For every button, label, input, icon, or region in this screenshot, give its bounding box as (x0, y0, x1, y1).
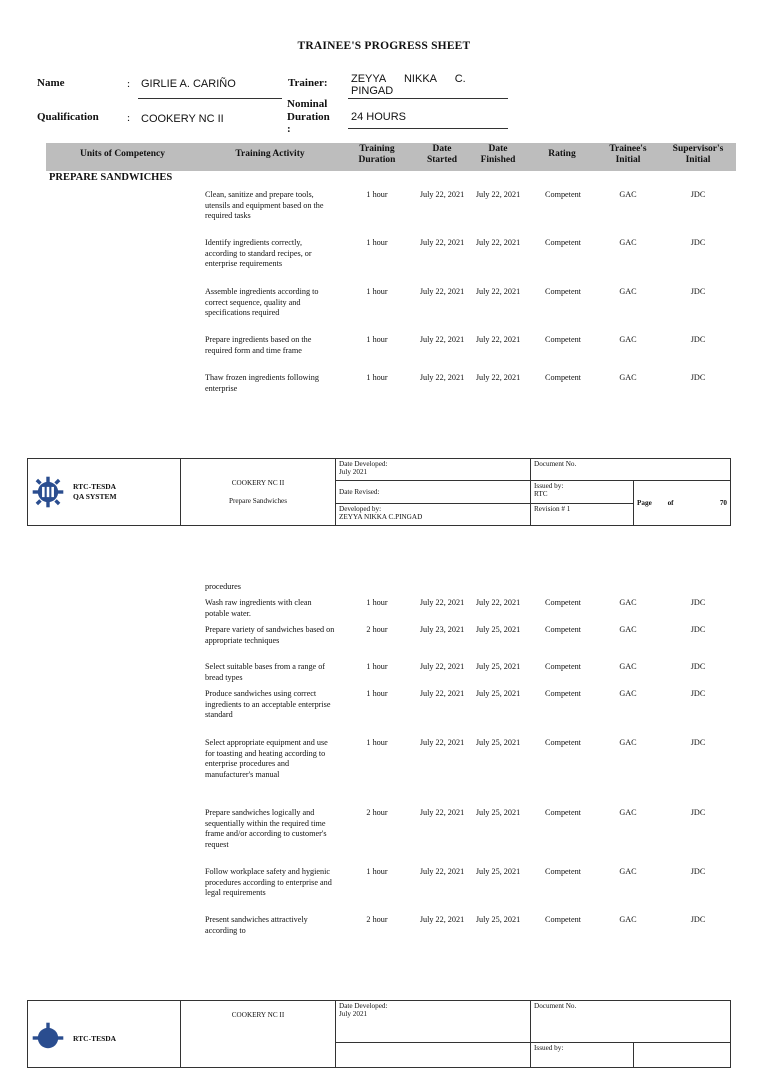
trainer-value-line2: PINGAD (351, 85, 394, 97)
supervisor-initial-cell: JDC (690, 287, 706, 296)
rating-cell: Competent (545, 738, 581, 747)
activity-text: Follow workplace safety and hygienic procedures according to enterprise and legal requirements (205, 867, 332, 897)
nominal-underline (348, 128, 508, 129)
name-label: Name (37, 77, 65, 89)
trainer-label: Trainer: (288, 77, 328, 89)
trainee-initial-cell: GAC (619, 915, 637, 924)
trainee-initial-cell: GAC (619, 190, 637, 199)
date-finished-cell: July 22, 2021 (475, 598, 521, 607)
qualification-label: Qualification (37, 111, 99, 123)
trainee-initial-cell: GAC (619, 238, 637, 247)
trainee-initial-cell: GAC (619, 662, 637, 671)
trainee-initial-cell: GAC (619, 598, 637, 607)
section-title: PREPARE SANDWICHES (49, 172, 173, 183)
footer-developed-by: Developed by: ZEYYA NIKKA C.PINGAD (336, 503, 531, 525)
footer-date-revised: Date Revised: (336, 481, 531, 503)
date-finished-cell: July 25, 2021 (475, 808, 521, 817)
date-finished-cell: July 25, 2021 (475, 738, 521, 747)
date-finished-cell: July 22, 2021 (475, 287, 521, 296)
date-started-cell: July 22, 2021 (419, 373, 465, 382)
duration-cell: 1 hour (366, 335, 388, 344)
date-started-cell: July 22, 2021 (419, 808, 465, 817)
footer-date-developed: Date Developed: July 2021 (336, 459, 531, 481)
supervisor-initial-cell: JDC (690, 190, 706, 199)
footer-issued-by: Issued by: RTC (531, 481, 634, 503)
header-started: Date Started (426, 144, 458, 165)
supervisor-initial-cell: JDC (690, 625, 706, 634)
name-colon: : (127, 78, 131, 90)
trainee-initial-cell: GAC (619, 287, 637, 296)
footer-org-line1: RTC-TESDA (73, 482, 117, 491)
date-started-cell: July 22, 2021 (419, 190, 465, 199)
rating-cell: Competent (545, 689, 581, 698)
header-rating: Rating (548, 149, 576, 159)
activity-text: Prepare sandwiches logically and sequentially within the required time frame and/or according to customer's request (205, 808, 327, 849)
supervisor-initial-cell: JDC (690, 689, 706, 698)
date-finished-cell: July 25, 2021 (475, 915, 521, 924)
footer2-document-no: Document No. (531, 1001, 731, 1043)
duration-cell: 1 hour (366, 190, 388, 199)
footer2-issued-by: Issued by: (531, 1043, 634, 1068)
supervisor-initial-cell: JDC (690, 373, 706, 382)
supervisor-initial-cell: JDC (690, 738, 706, 747)
trainee-initial-cell: GAC (619, 867, 637, 876)
name-value: GIRLIE A. CARIÑO (141, 78, 236, 90)
date-started-cell: July 22, 2021 (419, 738, 465, 747)
duration-cell: 2 hour (366, 625, 388, 634)
date-started-cell: July 22, 2021 (419, 662, 465, 671)
duration-cell: 2 hour (366, 915, 388, 924)
trainer-value-line1: ZEYYA NIKKA C. (351, 73, 466, 85)
supervisor-initial-cell: JDC (690, 335, 706, 344)
rating-cell: Competent (545, 808, 581, 817)
date-finished-cell: July 22, 2021 (475, 238, 521, 247)
date-started-cell: July 22, 2021 (419, 238, 465, 247)
activity-text: Select suitable bases from a range of bread types (205, 662, 326, 682)
rating-cell: Competent (545, 598, 581, 607)
activity-text: Prepare ingredients based on the required form and time frame (205, 335, 312, 355)
trainee-initial-cell: GAC (619, 625, 637, 634)
header-activity: Training Activity (235, 149, 305, 159)
duration-cell: 1 hour (366, 238, 388, 247)
rating-cell: Competent (545, 335, 581, 344)
rating-cell: Competent (545, 915, 581, 924)
supervisor-initial-cell: JDC (690, 808, 706, 817)
duration-cell: 1 hour (366, 867, 388, 876)
footer-course-cell (181, 459, 336, 526)
header-units: Units of Competency (80, 149, 165, 159)
supervisor-initial-cell: JDC (690, 915, 706, 924)
qualification-value: COOKERY NC II (141, 113, 224, 125)
rating-cell: Competent (545, 625, 581, 634)
date-started-cell: July 22, 2021 (419, 598, 465, 607)
footer2-course: COOKERY NC II (181, 1001, 336, 1068)
duration-cell: 2 hour (366, 808, 388, 817)
duration-cell: 1 hour (366, 598, 388, 607)
date-finished-cell: July 25, 2021 (475, 662, 521, 671)
supervisor-initial-cell: JDC (690, 598, 706, 607)
rating-cell: Competent (545, 373, 581, 382)
trainer-underline (348, 98, 508, 99)
footer-org-cell (28, 459, 181, 526)
activity-text: Present sandwiches attractively according to (205, 915, 308, 935)
activity-text: Identify ingredients correctly, according to standard recipes, or enterprise requirements (205, 238, 312, 268)
duration-cell: 1 hour (366, 373, 388, 382)
header-trainee: Trainee's Initial (609, 144, 647, 165)
nominal-duration-label: Nominal Duration : (287, 98, 330, 135)
date-finished-cell: July 22, 2021 (475, 335, 521, 344)
page-footer-2 (27, 1000, 731, 1068)
page-title: TRAINEE'S PROGRESS SHEET (297, 40, 471, 52)
activity-text: Prepare variety of sandwiches based on appropriate techniques (205, 625, 335, 645)
footer2-date-developed: Date Developed: July 2021 (336, 1001, 531, 1043)
rating-cell: Competent (545, 662, 581, 671)
page-footer (27, 458, 731, 526)
trainee-initial-cell: GAC (619, 738, 637, 747)
supervisor-initial-cell: JDC (690, 662, 706, 671)
date-finished-cell: July 22, 2021 (475, 190, 521, 199)
date-started-cell: July 22, 2021 (419, 915, 465, 924)
date-started-cell: July 22, 2021 (419, 287, 465, 296)
footer-org-line2: QA SYSTEM (73, 492, 117, 501)
activity-text: Select appropriate equipment and use for toasting and heating according to enterprise procedures and manufacturer's manual (205, 738, 328, 779)
date-finished-cell: July 22, 2021 (475, 373, 521, 382)
date-started-cell: July 22, 2021 (419, 335, 465, 344)
activity-text: Wash raw ingredients with clean potable water. (205, 598, 312, 618)
footer2-org-cell (28, 1001, 181, 1068)
header-supervisor: Supervisor's Initial (672, 144, 724, 165)
trainee-initial-cell: GAC (619, 373, 637, 382)
duration-cell: 1 hour (366, 662, 388, 671)
activity-text: Assemble ingredients according to correct sequence, quality and specifications required (205, 287, 319, 317)
date-finished-cell: July 25, 2021 (475, 867, 521, 876)
date-started-cell: July 22, 2021 (419, 867, 465, 876)
activity-text: Produce sandwiches using correct ingredients to an acceptable enterprise standard (205, 689, 331, 719)
footer-revision: Revision # 1 (531, 503, 634, 525)
header-duration: Training Duration (358, 144, 396, 165)
rating-cell: Competent (545, 867, 581, 876)
date-finished-cell: July 25, 2021 (475, 689, 521, 698)
footer-document-no: Document No. (531, 459, 731, 481)
footer-module: Prepare Sandwiches (228, 497, 288, 505)
activity-text: Clean, sanitize and prepare tools, utensils and equipment based on the required tasks (205, 190, 324, 220)
trainee-initial-cell: GAC (619, 689, 637, 698)
continuation-text: procedures (205, 582, 241, 591)
date-started-cell: July 22, 2021 (419, 689, 465, 698)
rating-cell: Competent (545, 287, 581, 296)
trainee-initial-cell: GAC (619, 808, 637, 817)
activity-text: Thaw frozen ingredients following enterprise (205, 373, 319, 393)
footer2-org-line1: RTC-TESDA (73, 1033, 117, 1043)
date-started-cell: July 23, 2021 (419, 625, 465, 634)
duration-cell: 1 hour (366, 287, 388, 296)
footer-page-info: Page of 70 (634, 481, 731, 526)
rating-cell: Competent (545, 190, 581, 199)
tesda-logo-icon (31, 475, 65, 509)
duration-cell: 1 hour (366, 738, 388, 747)
date-finished-cell: July 25, 2021 (475, 625, 521, 634)
supervisor-initial-cell: JDC (690, 238, 706, 247)
header-finished: Date Finished (480, 144, 516, 165)
qualification-colon: : (127, 112, 131, 124)
supervisor-initial-cell: JDC (690, 867, 706, 876)
name-underline (138, 98, 282, 99)
footer-course: COOKERY NC II (231, 479, 285, 487)
nominal-duration-value: 24 HOURS (351, 111, 407, 123)
trainee-initial-cell: GAC (619, 335, 637, 344)
rating-cell: Competent (545, 238, 581, 247)
tesda-logo-icon (31, 1021, 65, 1055)
duration-cell: 1 hour (366, 689, 388, 698)
